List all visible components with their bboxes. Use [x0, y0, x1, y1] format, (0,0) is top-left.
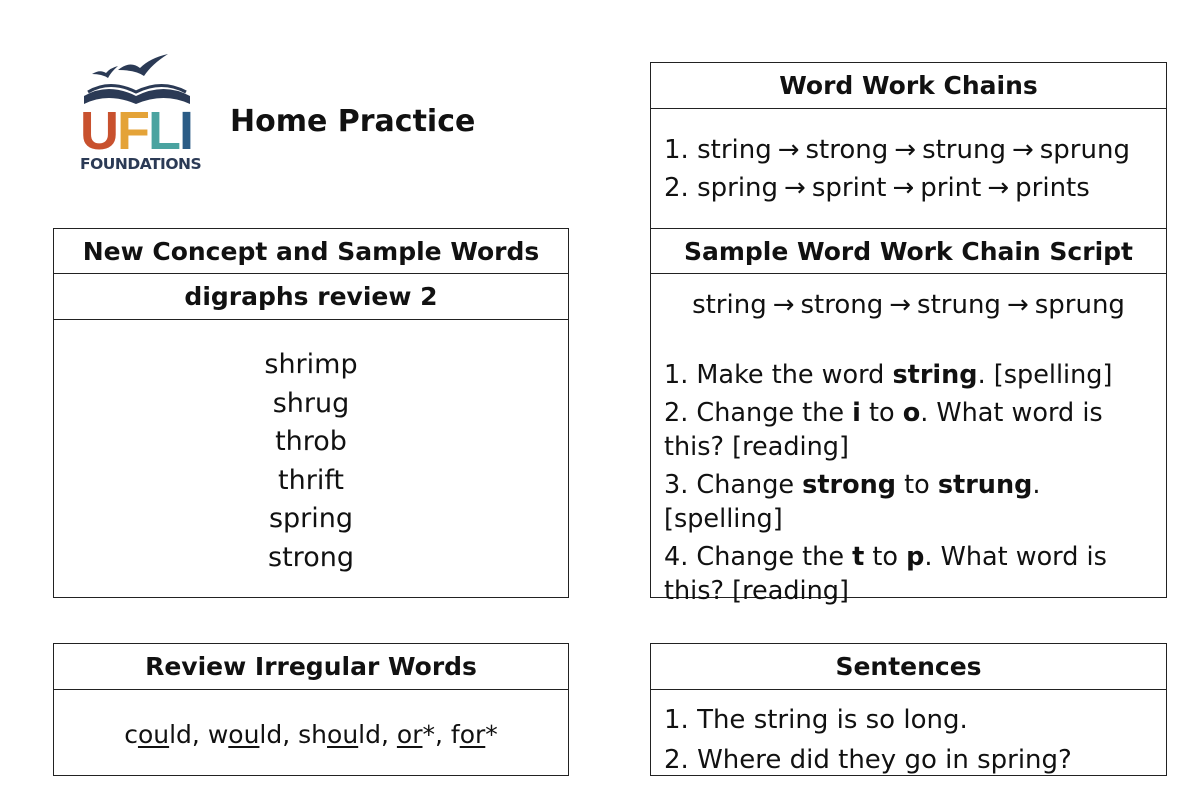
script-steps: [651, 323, 1166, 608]
sentences-heading: Sentences: [651, 644, 1166, 690]
irregular-word: should: [298, 720, 381, 749]
sentence: 1. The string is so long.: [664, 705, 968, 735]
chain-number: 2.: [664, 173, 698, 203]
concept-name: digraphs review 2: [54, 274, 568, 320]
chain-item: [664, 131, 1166, 169]
script-step: 2. Change the i to o. What word is this? [reading]: [664, 398, 1103, 463]
irregular-words-heading: Review Irregular Words: [54, 644, 568, 690]
irregular-word: would: [207, 720, 283, 749]
sentences-box: [650, 643, 1167, 776]
arrow-icon: →: [889, 290, 912, 320]
chain-word: strong: [800, 290, 884, 320]
script-step: 3. Change strong to strung. [spelling]: [664, 470, 1041, 535]
sentence: 2. Where did they go in spring?: [664, 745, 1072, 775]
irregular-word: for*: [450, 720, 498, 749]
arrow-icon: →: [772, 290, 795, 320]
irregular-words-box: [53, 643, 569, 776]
arrow-icon: →: [784, 173, 806, 203]
chain-word: strung: [917, 290, 1001, 320]
script-step: 4. Change the t to p. What word is this? [reading]: [664, 542, 1107, 607]
arrow-icon: →: [987, 173, 1010, 203]
new-concept-heading: New Concept and Sample Words: [54, 229, 568, 274]
arrow-icon: →: [1006, 290, 1029, 320]
irregular-words-line: could, would, should, or*, for*: [124, 720, 498, 749]
sentence-list: [651, 690, 1166, 780]
sample-word-list: [54, 320, 568, 577]
arrow-icon: →: [892, 173, 915, 203]
sample-word: shrimp: [264, 349, 358, 380]
script-step: 1. Make the word string. [spelling]: [664, 360, 1113, 391]
logo-letter: F: [117, 101, 148, 161]
logo-letter: I: [179, 101, 193, 161]
sample-word: strong: [268, 541, 354, 573]
chain-word: strong: [805, 135, 889, 165]
chain-item: [664, 169, 1166, 207]
word-work-chains-heading: Word Work Chains: [651, 63, 1166, 109]
chain-script-heading: Sample Word Work Chain Script: [651, 229, 1166, 274]
chain-word: prints: [1015, 173, 1090, 203]
word-work-chains-box: [650, 62, 1167, 230]
logo-letter: L: [148, 101, 179, 161]
ufli-logo: [78, 52, 202, 182]
chain-script-box: [650, 228, 1167, 607]
chain-word: sprung: [1039, 135, 1130, 165]
page-title: Home Practice: [230, 104, 476, 139]
logo-letters: [80, 101, 193, 161]
sample-word: throb: [275, 426, 347, 457]
chain-word: string: [697, 135, 772, 165]
logo-letter: U: [80, 101, 117, 161]
sample-word: spring: [268, 503, 354, 534]
new-concept-box: [53, 228, 569, 598]
chain-number: 1.: [664, 135, 698, 165]
arrow-icon: →: [777, 135, 800, 165]
chain-word: print: [920, 173, 982, 203]
irregular-word: could: [124, 720, 192, 749]
chain-word: sprung: [1034, 290, 1125, 320]
chain-word: sprint: [811, 173, 887, 203]
logo-subtitle: FOUNDATIONS: [80, 155, 202, 173]
chain-word: string: [692, 290, 767, 320]
sample-word: shrug: [272, 387, 350, 419]
chain-word: strung: [922, 135, 1006, 165]
arrow-icon: →: [1011, 135, 1034, 165]
script-chain: [651, 274, 1166, 323]
arrow-icon: →: [894, 135, 917, 165]
chain-word: spring: [697, 173, 779, 203]
chain-list: [651, 109, 1166, 207]
sample-word: thrift: [278, 464, 344, 496]
irregular-word: or*: [396, 720, 435, 749]
